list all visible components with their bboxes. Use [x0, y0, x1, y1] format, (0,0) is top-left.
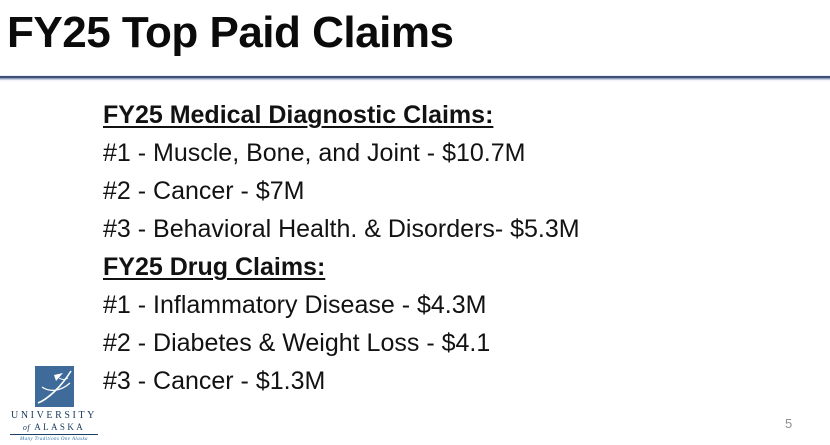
page-number: 5 [785, 416, 793, 431]
logo-alaska-line [6, 422, 102, 432]
claims-list [103, 96, 580, 400]
claim-item-medical-1: #1 - Muscle, Bone, and Joint - $10.7M [103, 139, 526, 167]
university-of-alaska-logo [6, 366, 102, 442]
claim-item-medical-3: #3 - Behavioral Health. & Disorders- $5.3M [103, 215, 580, 243]
section-heading-medical-diagnostic: FY25 Medical Diagnostic Claims: [103, 101, 494, 129]
logo-tagline: Many Traditions One Alaska [10, 434, 98, 442]
claim-item-medical-2: #2 - Cancer - $7M [103, 177, 305, 205]
ua-logo-mark-icon [35, 366, 74, 407]
logo-university-text: UNIVERSITY [11, 410, 97, 421]
logo-alaska-text: ALASKA [34, 422, 86, 432]
claim-item-drug-3: #3 - Cancer - $1.3M [103, 367, 326, 395]
page-title: FY25 Top Paid Claims [7, 8, 454, 57]
title-divider [0, 74, 830, 82]
logo-of-text: of [22, 423, 31, 432]
claim-item-drug-2: #2 - Diabetes & Weight Loss - $4.1 [103, 329, 491, 357]
section-heading-drug: FY25 Drug Claims: [103, 253, 326, 281]
claim-item-drug-1: #1 - Inflammatory Disease - $4.3M [103, 291, 487, 319]
